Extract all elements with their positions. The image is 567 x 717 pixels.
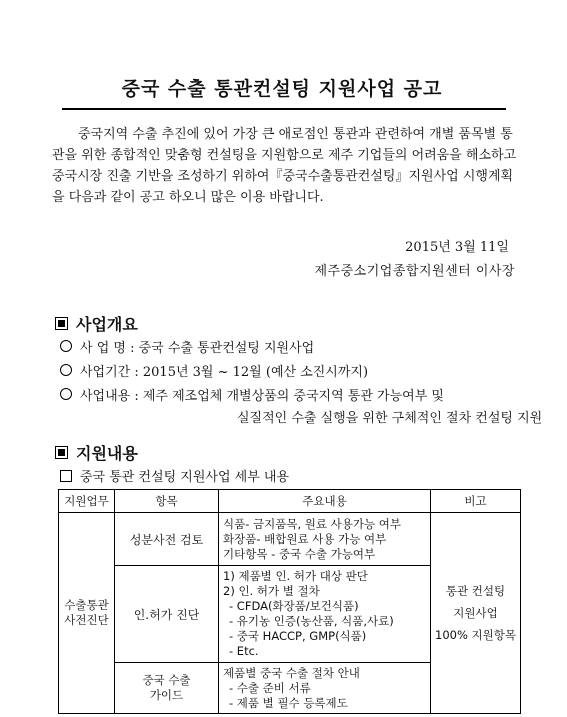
content-line: - 수출 준비 서류 (229, 680, 311, 695)
content-line: 1) 제품별 인. 허가 대상 판단 (223, 569, 368, 583)
content-line: - 제품 별 필수 등록제도 (229, 695, 348, 710)
item-line: 가이드 (149, 688, 184, 702)
item-cell: 인.허가 진단 (115, 566, 219, 663)
overview-item-content-cont: 실질적인 수출 실행을 위한 구체적인 절차 컨설팅 지원 (237, 411, 543, 426)
content-line: - 유기농 인증(농산품, 식품,사료) (229, 614, 394, 628)
overview-item-name (60, 337, 314, 356)
table-header: 항목 (115, 490, 219, 513)
empty-square-icon (60, 470, 72, 482)
table-row (59, 513, 521, 566)
support-subtitle-text: 중국 통관 컨설팅 지원사업 세부 내용 (80, 470, 290, 485)
task-line: 수출통관 (64, 598, 109, 612)
section-support-heading (55, 441, 138, 464)
content-line: 2) 인. 허가 별 절차 (223, 584, 320, 598)
remark-line: 100% 지원항목 (435, 628, 516, 642)
content-line: 식품- 금지품목, 원료 사용가능 여부 (223, 516, 401, 531)
circle-bullet-icon (60, 364, 72, 376)
intro-paragraph (52, 124, 522, 208)
intro-text: 중국지역 수출 추진에 있어 가장 큰 애로점인 통관과 관련하여 개별 품목별 통관을 위한 종합적인 맞춤형 컨설팅을 지원함으로 제주 기업들의 어려움을 해소하고 중국시장 진출 기반을 조성하기 위하여『중국수출통관컨설팅』지원사업 시행계획을 다음과 같이 공고 하오니 많은 이용 바랍니다. (52, 127, 517, 205)
content-cell (219, 513, 431, 566)
item-cell: 성분사전 검토 (115, 513, 219, 566)
support-detail-table (58, 489, 521, 714)
title-underline (62, 108, 506, 110)
item-cell (115, 663, 219, 714)
announcement-date: 2015년 3월 11일 (405, 240, 509, 255)
table-header: 비고 (431, 490, 521, 513)
content-line: - Etc. (229, 644, 259, 658)
remark-line: 지원사업 (453, 606, 498, 620)
section-support-title: 지원내용 (76, 444, 138, 463)
content-cell (219, 566, 431, 663)
overview-item-text: 사업기간 : 2015년 3월 ~ 12월 (예산 소진시까지) (80, 365, 369, 380)
circle-bullet-icon (60, 340, 72, 352)
section-overview-title: 사업개요 (76, 315, 138, 334)
task-line: 사전진단 (64, 613, 109, 627)
table-header: 지원업무 (59, 490, 115, 513)
item-line: 중국 수출 (142, 673, 191, 687)
content-line: 화장품- 배합원료 사용 가능 여부 (223, 531, 387, 546)
content-cell (219, 663, 431, 714)
overview-item-text: 사 업 명 : 중국 수출 통관컨설팅 지원사업 (80, 341, 315, 356)
overview-item-content (60, 385, 444, 404)
page-title: 중국 수출 통관컨설팅 지원사업 공고 (121, 78, 443, 100)
overview-item-text: 사업내용 : 제주 제조업체 개별상품의 중국지역 통관 가능여부 및 (80, 389, 444, 404)
overview-item-period (60, 361, 368, 380)
filled-square-icon (55, 317, 68, 330)
table-header-row (59, 490, 521, 513)
content-line: 제품별 중국 수출 절차 안내 (223, 665, 360, 680)
support-subtitle (60, 466, 289, 485)
circle-bullet-icon (60, 388, 72, 400)
table-header: 주요내용 (219, 490, 431, 513)
content-line: 기타항목 - 중국 수출 가능여부 (223, 546, 376, 561)
content-line: - 중국 HACCP, GMP(식품) (229, 629, 367, 643)
remark-line: 통관 컨설팅 (445, 584, 506, 598)
task-cell (59, 513, 115, 714)
filled-square-icon (55, 446, 68, 459)
signer: 제주중소기업종합지원센터 이사장 (314, 264, 515, 279)
section-overview-heading (55, 312, 138, 335)
content-line: - CFDA(화장품/보건식품) (229, 599, 359, 613)
remark-cell (431, 513, 521, 714)
